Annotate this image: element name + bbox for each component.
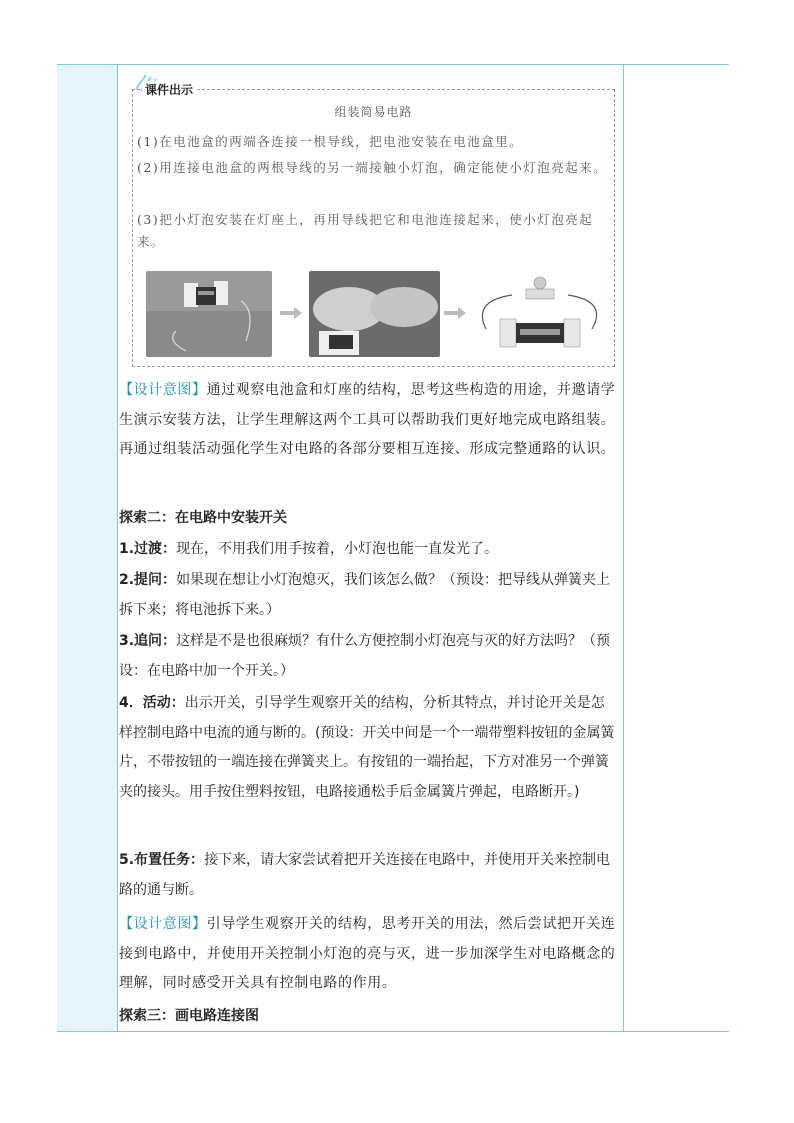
item-text: 现在，不用我们用手按着，小灯泡也能一直发光了。: [176, 541, 499, 557]
table-top-border: [57, 64, 729, 65]
courseware-step-2: (2)用连接电池盒的两根导线的另一端接触小灯泡，确定能使小灯泡亮起来。: [137, 160, 608, 175]
explore2-item-1: [119, 535, 617, 565]
item-text: 出示开关，引导学生观察开关的结构，分析其特点，并讨论开关是怎样控制电路中电流的通与断的。(预设：开关中间是一个一端带塑料按钮的金属簧片，不带按钮的一端连接在弹簧夹上。有按钮的一端抬起，下方对准另一个弹簧夹的接头。用手按住塑料按钮，电路接通松手后金属簧片弹起，电路断开。): [119, 695, 615, 800]
explore2-item-4: [119, 689, 617, 807]
arrow-right-icon: [444, 307, 466, 319]
design-intent-1: [119, 376, 617, 465]
design-intent-text: 通过观察电池盒和灯座的结构，思考这些构造的用途，并邀请学生演示安装方法，让学生理解这两个工具可以帮助我们更好地完成电路组装。再通过组装活动强化学生对电路的各部分要相互连接、形成完整通路的认识。: [119, 382, 616, 457]
table-divider-left: [117, 64, 118, 1032]
design-intent-tag: 【设计意图】: [119, 382, 207, 398]
item-label: 3.追问：: [119, 633, 177, 649]
courseware-label: 课件出示: [142, 81, 196, 98]
left-column: [57, 65, 117, 1031]
design-intent-2: [119, 910, 617, 999]
courseware-step-1: (1)在电池盒的两端各连接一根导线，把电池安装在电池盒里。: [137, 134, 524, 149]
arrow-right-icon: [280, 307, 302, 319]
complete-circuit-photo: [472, 271, 608, 357]
item-label: 5.布置任务：: [119, 852, 205, 868]
item-label: 4．活动：: [119, 695, 185, 711]
item-text: 接下来，请大家尝试着把开关连接在电路中，并使用开关来控制电路的通与断。: [119, 852, 611, 898]
design-intent-text: 引导学生观察开关的结构，思考开关的用法，然后尝试把开关连接到电路中，并使用开关控制小灯泡的亮与灭，进一步加深学生对电路概念的理解，同时感受开关具有控制电路的作用。: [119, 916, 616, 991]
explore2-item-2: [119, 566, 617, 625]
item-text: 这样是不是也很麻烦？有什么方便控制小灯泡亮与灭的好方法吗？（预设：在电路中加一个开关。）: [119, 633, 611, 679]
design-intent-tag: 【设计意图】: [119, 916, 207, 932]
item-label: 1.过渡：: [119, 541, 177, 557]
explore3-heading: 探索三：画电路连接图: [119, 1008, 259, 1024]
courseware-step-3: (3)把小灯泡安装在灯座上，再用导线把它和电池连接起来，使小灯泡亮起来。: [137, 212, 594, 249]
battery-box-photo: [146, 271, 272, 357]
explore2-item-5: [119, 846, 617, 905]
item-label: 2.提问：: [119, 572, 177, 588]
table-divider-right: [623, 64, 624, 1032]
item-text: 如果现在想让小灯泡熄灭，我们该怎么做？（预设：把导线从弹簧夹上拆下来；将电池拆下来。）: [119, 572, 611, 618]
explore2-item-3: [119, 627, 617, 686]
explore2-heading: 探索二：在电路中安装开关: [119, 510, 287, 526]
courseware-box: [132, 85, 615, 367]
hands-connecting-bulb-photo: [309, 271, 440, 357]
courseware-title: 组装简易电路: [334, 105, 413, 119]
